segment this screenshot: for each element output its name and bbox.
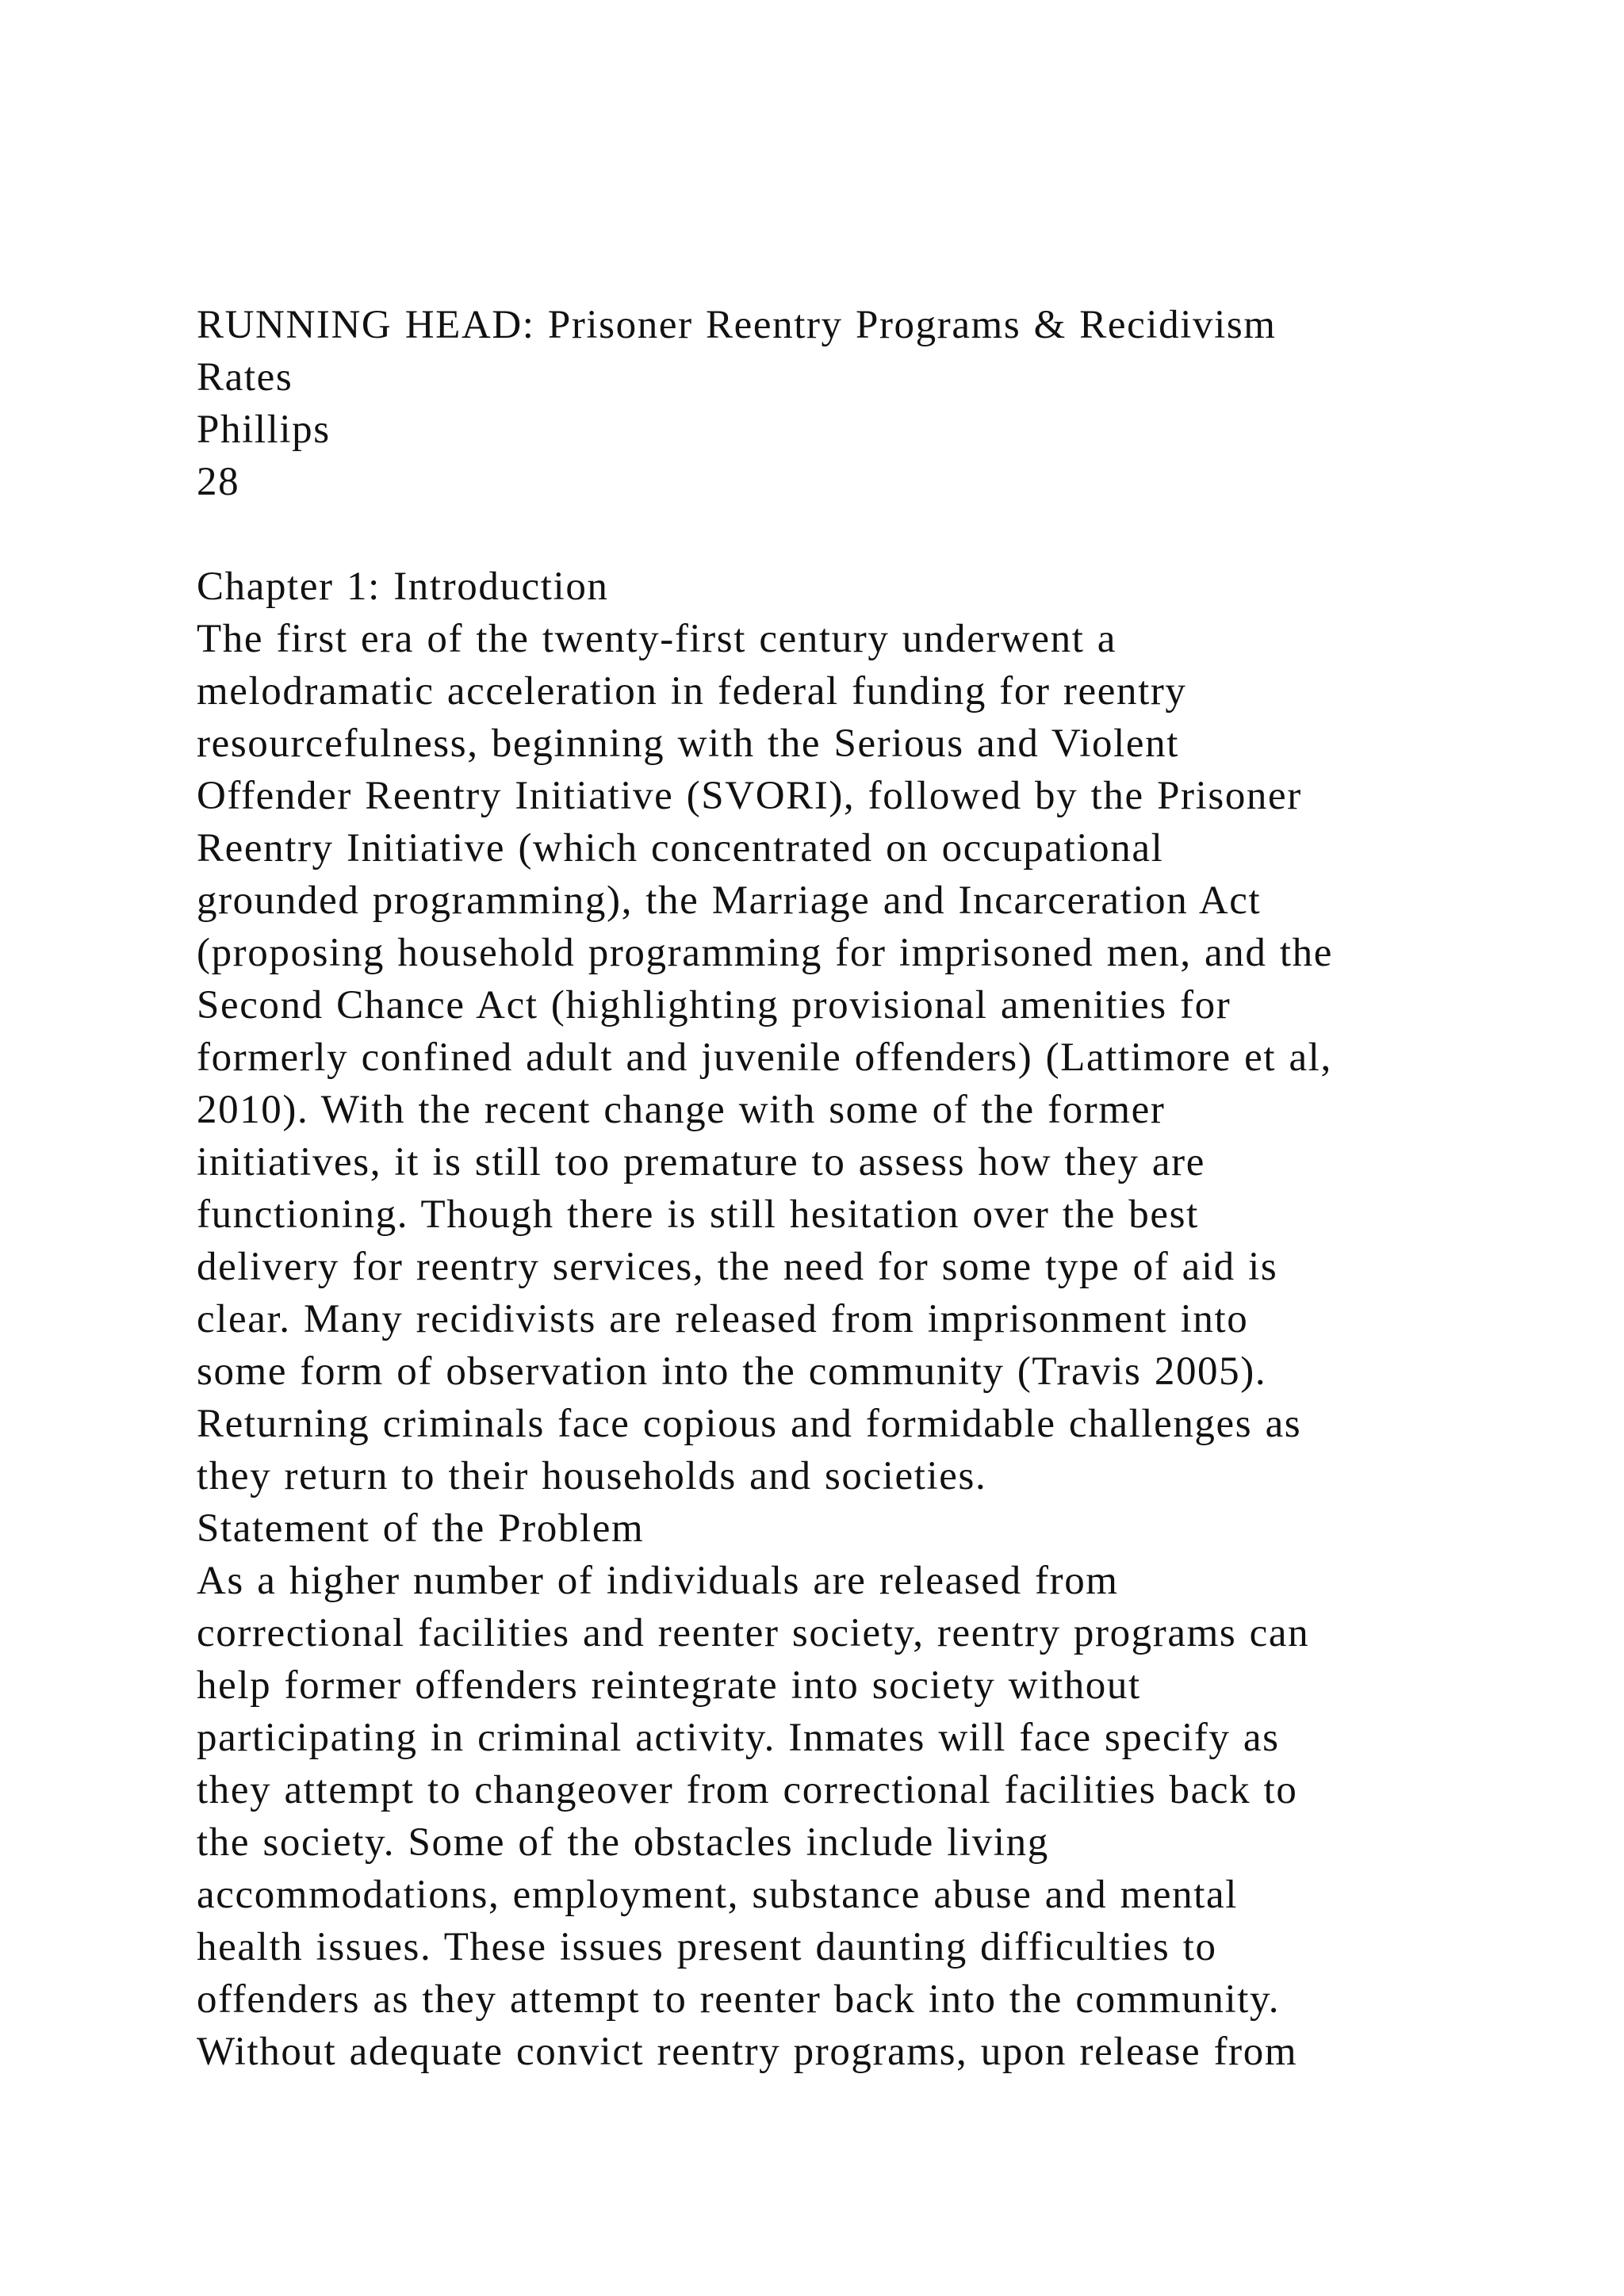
paragraph-line: initiatives, it is still too premature to assess how they are: [197, 1140, 1205, 1184]
paragraph-line: grounded programming), the Marriage and Incarceration Act: [197, 878, 1262, 923]
paragraph-line: some form of observation into the community (Travis 2005).: [197, 1349, 1267, 1394]
paragraph-line: formerly confined adult and juvenile offenders) (Lattimore et al,: [197, 1035, 1332, 1080]
paragraph-line: participating in criminal activity. Inmates will face specify as: [197, 1716, 1280, 1760]
paragraph-line: (proposing household programming for imprisoned men, and the: [197, 931, 1333, 975]
chapter-heading: Chapter 1: Introduction: [197, 564, 609, 609]
paragraph-line: Without adequate convict reentry programs, upon release from: [197, 2030, 1298, 2074]
paragraph-line: they return to their households and societies.: [197, 1454, 987, 1498]
paragraph-line: the society. Some of the obstacles include living: [197, 1820, 1049, 1865]
running-head-continuation: Rates: [197, 355, 293, 400]
problem-paragraph: [197, 1555, 1592, 2078]
paragraph-line: resourcefulness, beginning with the Serious and Violent: [197, 721, 1180, 766]
page-number: 28: [197, 460, 240, 504]
paragraph-line: Offender Reentry Initiative (SVORI), followed by the Prisoner: [197, 774, 1302, 818]
paragraph-line: correctional facilities and reenter society, reentry programs can: [197, 1611, 1310, 1655]
paragraph-line: Second Chance Act (highlighting provisional amenities for: [197, 983, 1231, 1027]
paragraph-line: Returning criminals face copious and formidable challenges as: [197, 1402, 1302, 1446]
paragraph-line: 2010). With the recent change with some of the former: [197, 1088, 1166, 1132]
intro-paragraph: [197, 613, 1592, 1502]
section-heading: Statement of the Problem: [197, 1506, 645, 1551]
paragraph-line: As a higher number of individuals are released from: [197, 1559, 1119, 1603]
paragraph-line: clear. Many recidivists are released from imprisonment into: [197, 1297, 1249, 1341]
paragraph-line: they attempt to changeover from correctional facilities back to: [197, 1768, 1298, 1812]
paragraph-line: health issues. These issues present daunting difficulties to: [197, 1925, 1217, 1969]
blank-line: [197, 508, 1592, 561]
paragraph-line: delivery for reentry services, the need for some type of aid is: [197, 1245, 1278, 1289]
paragraph-line: The first era of the twenty-first century underwent a: [197, 617, 1117, 661]
author-name: Phillips: [197, 408, 331, 452]
paragraph-line: offenders as they attempt to reenter back into the community.: [197, 1977, 1281, 2022]
paragraph-line: melodramatic acceleration in federal funding for reentry: [197, 669, 1187, 714]
document-body: [197, 299, 1592, 2078]
paragraph-line: accommodations, employment, substance abuse and mental: [197, 1873, 1238, 1917]
running-head: RUNNING HEAD: Prisoner Reentry Programs & Recidivism: [197, 303, 1277, 347]
paragraph-line: Reentry Initiative (which concentrated on occupational: [197, 826, 1164, 871]
paragraph-line: help former offenders reintegrate into society without: [197, 1663, 1141, 1708]
paragraph-line: functioning. Though there is still hesitation over the best: [197, 1192, 1199, 1237]
